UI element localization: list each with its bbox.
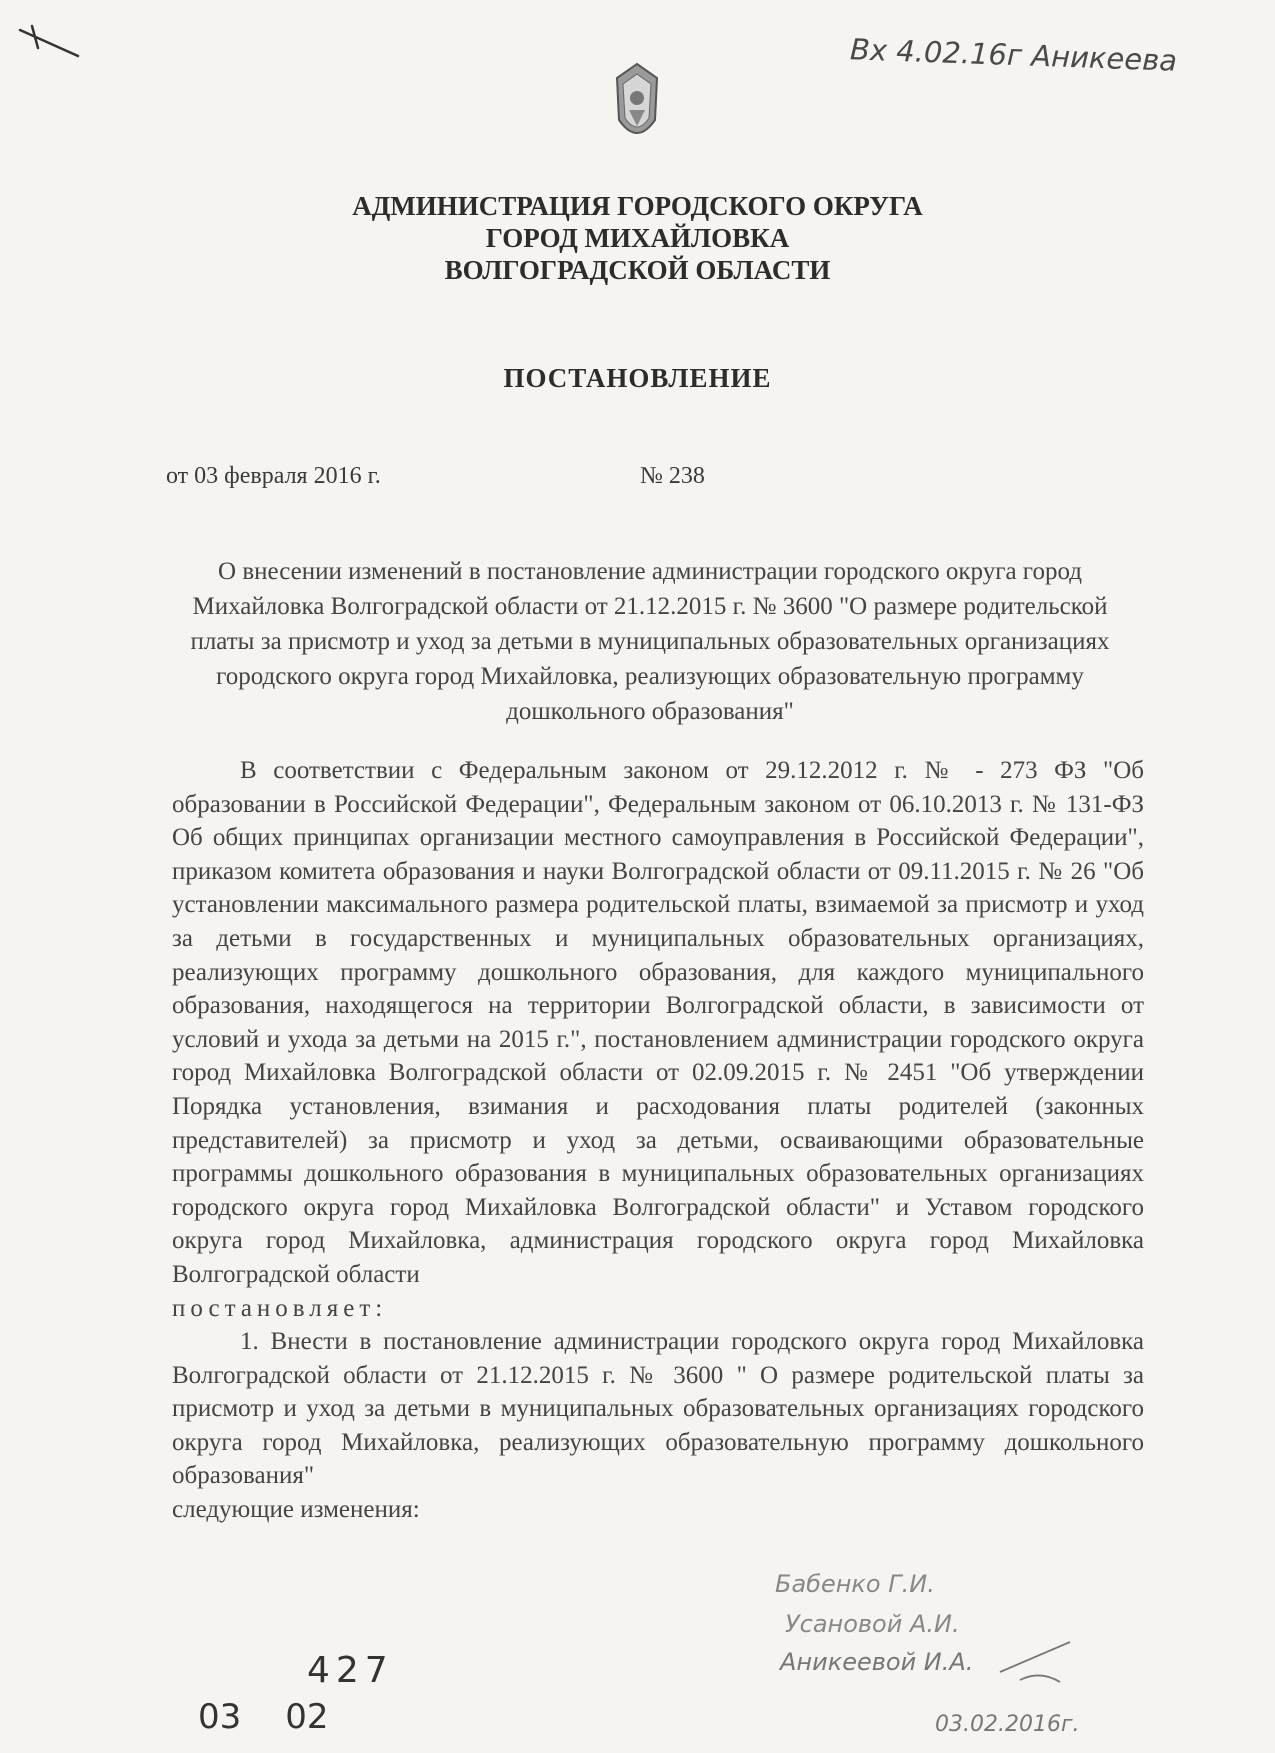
registration-month: 02 [285, 1697, 329, 1737]
recipient-note-1: Бабенко Г.И. [775, 1570, 935, 1598]
document-date: от 03 февраля 2016 г. [166, 463, 381, 489]
issuer-line-2: ГОРОД МИХАЙЛОВКА [485, 223, 790, 253]
resolves-word: постановляет: [172, 1294, 388, 1322]
recipient-note-3: Аникеевой И.А. [780, 1648, 974, 1676]
preamble-paragraph: В соответствии с Федеральным законом от 29.12.2012 г. № - 273 ФЗ "Об образовании в Российской Федерации", Федеральным законом от 06.10.2013 г. № 131-ФЗ Об общих принципах организации местного самоуправления в Российской Федерации", приказом комитета образования и науки Волгоградской области от 09.11.2015 г. № 26 "Об установлении максимального размера родительской платы, взимаемой за присмотр и уход за детьми в государственных и муниципальных образовательных организациях, реализующих программу дошкольного образования, для каждого муниципального образования, находящегося на территории Волгоградской области, в зависимости от условий и ухода за детьми на 2015 г.", постановлением администрации городского округа город Михайловка Волгоградской области от 02.09.2015 г. № 2451 "Об утверждении Порядка установления, взимания и расходования платы родителей (законных представителей) за присмотр и уход за детьми, осваивающими образовательные программы дошкольного образования в муниципальных образовательных организациях городского округа город Михайловка Волгоградской области" и Уставом городского округа город Михайловка, администрация городского округа город Михайловка Волгоградской области [172, 757, 1144, 1288]
issuer-header [0, 190, 1275, 286]
item-1-paragraph: 1. Внести в постановление администрации городского округа город Михайловка Волгоградской области от 21.12.2015 г. № 3600 " О размере родительской платы за присмотр и уход за детьми в муниципальных образовательных организациях городского округа город Михайловка, реализующих образовательную программу дошкольного образования" [172, 1328, 1144, 1490]
registration-date [198, 1697, 373, 1737]
issuer-line-3: ВОЛГОГРАДСКОЙ ОБЛАСТИ [444, 255, 831, 285]
document-body [172, 754, 1144, 1527]
document-type: ПОСТАНОВЛЕНИЕ [503, 363, 772, 393]
item-1-continuation: следующие изменения: [172, 1496, 420, 1524]
registration-number: 427 [307, 1650, 394, 1691]
recipient-note-2: Усановой А.И. [785, 1610, 960, 1638]
signature-mark [990, 1640, 1080, 1700]
signature-date: 03.02.2016г. [935, 1712, 1080, 1737]
handwritten-mark [18, 20, 88, 60]
registration-day: 03 [198, 1697, 242, 1737]
issuer-line-1: АДМИНИСТРАЦИЯ ГОРОДСКОГО ОКРУГА [352, 191, 923, 221]
coat-of-arms-icon [609, 60, 665, 150]
incoming-stamp-handwritten: Вх 4.02.16г Аникеева [849, 32, 1178, 78]
document-subject: О внесении изменений в постановление администрации городского округа город Михайловка Волгоградской области от 21.12.2015 г. № 3600 "О размере родительской платы за присмотр и уход за детьми в муниципальных образовательных организациях городского округа город Михайловка, реализующих образовательную программу дошкольного образования" [190, 558, 1110, 725]
document-number: № 238 [640, 463, 705, 489]
